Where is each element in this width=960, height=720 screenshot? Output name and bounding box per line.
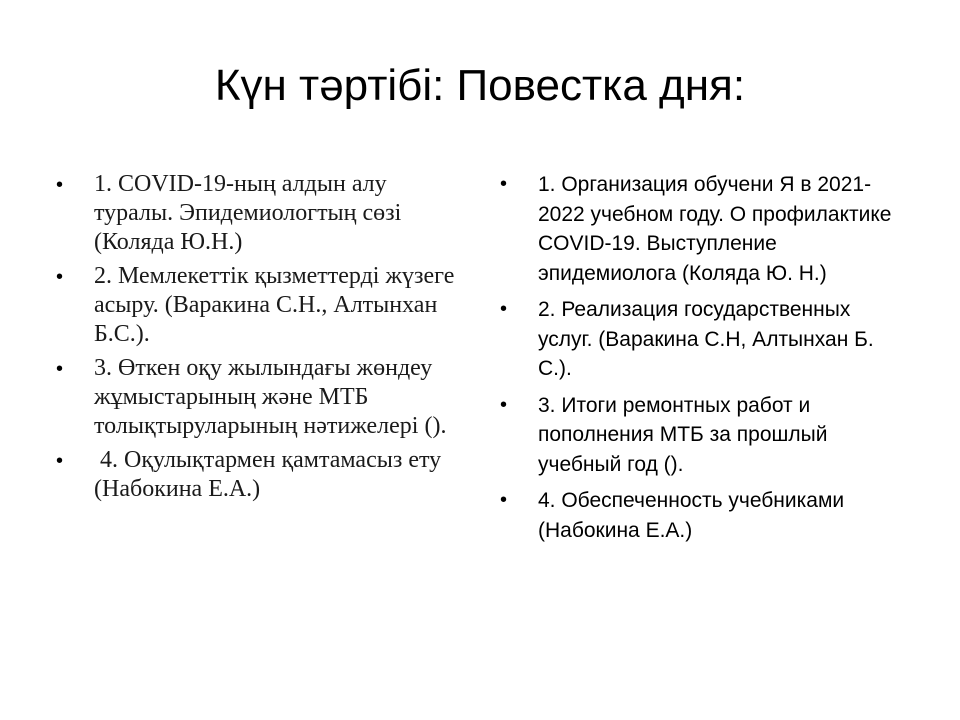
list-item-text: 3. Өткен оқу жылындағы жөндеу жұмыстарының және МТБ толықтыруларының нәтижелері (). [94,355,447,439]
bullet-icon: • [500,489,508,511]
list-item-text: 3. Итоги ремонтных работ и пополнения МТБ за прошлый учебный год (). [538,393,828,476]
agenda-list-russian [500,170,910,552]
list-item-text: 2. Мемлекеттік қызметтерді жүзеге асыру. (Варакина С.Н., Алтынхан Б.С.). [94,263,455,347]
bullet-icon: • [56,174,64,196]
bullet-icon: • [500,173,508,195]
list-item-text: 4. Обеспеченность учебниками (Набокина Е.А.) [538,489,845,542]
list-item-text: 1. Организация обучени Я в 2021-2022 учебном году. О профилактике COVID-19. Выступление эпидемиолога (Коляда Ю. Н.) [538,173,892,285]
list-item [56,262,466,349]
list-item [500,391,910,480]
slide-title: Күн тәртібі: Повестка дня: [214,61,746,110]
list-item [56,170,466,257]
bullet-icon: • [56,266,64,288]
bullet-icon: • [500,393,508,416]
list-item [56,354,466,441]
list-item [500,486,910,545]
bullet-icon: • [500,298,508,320]
bullet-icon: • [56,358,64,380]
bullet-icon: • [56,450,64,472]
list-item-text: 2. Реализация государственных услуг. (Варакина С.Н, Алтынхан Б. С.). [538,298,874,380]
list-item [500,170,910,288]
list-item [56,446,466,504]
list-item [500,295,910,384]
agenda-list-kazakh [56,170,466,509]
list-item-text: 4. Оқулықтармен қамтамасыз ету (Набокина Е.А.) [94,447,448,502]
list-item-text: 1. COVID-19-ның алдын алу туралы. Эпидемиологтың сөзі (Коляда Ю.Н.) [94,171,402,255]
